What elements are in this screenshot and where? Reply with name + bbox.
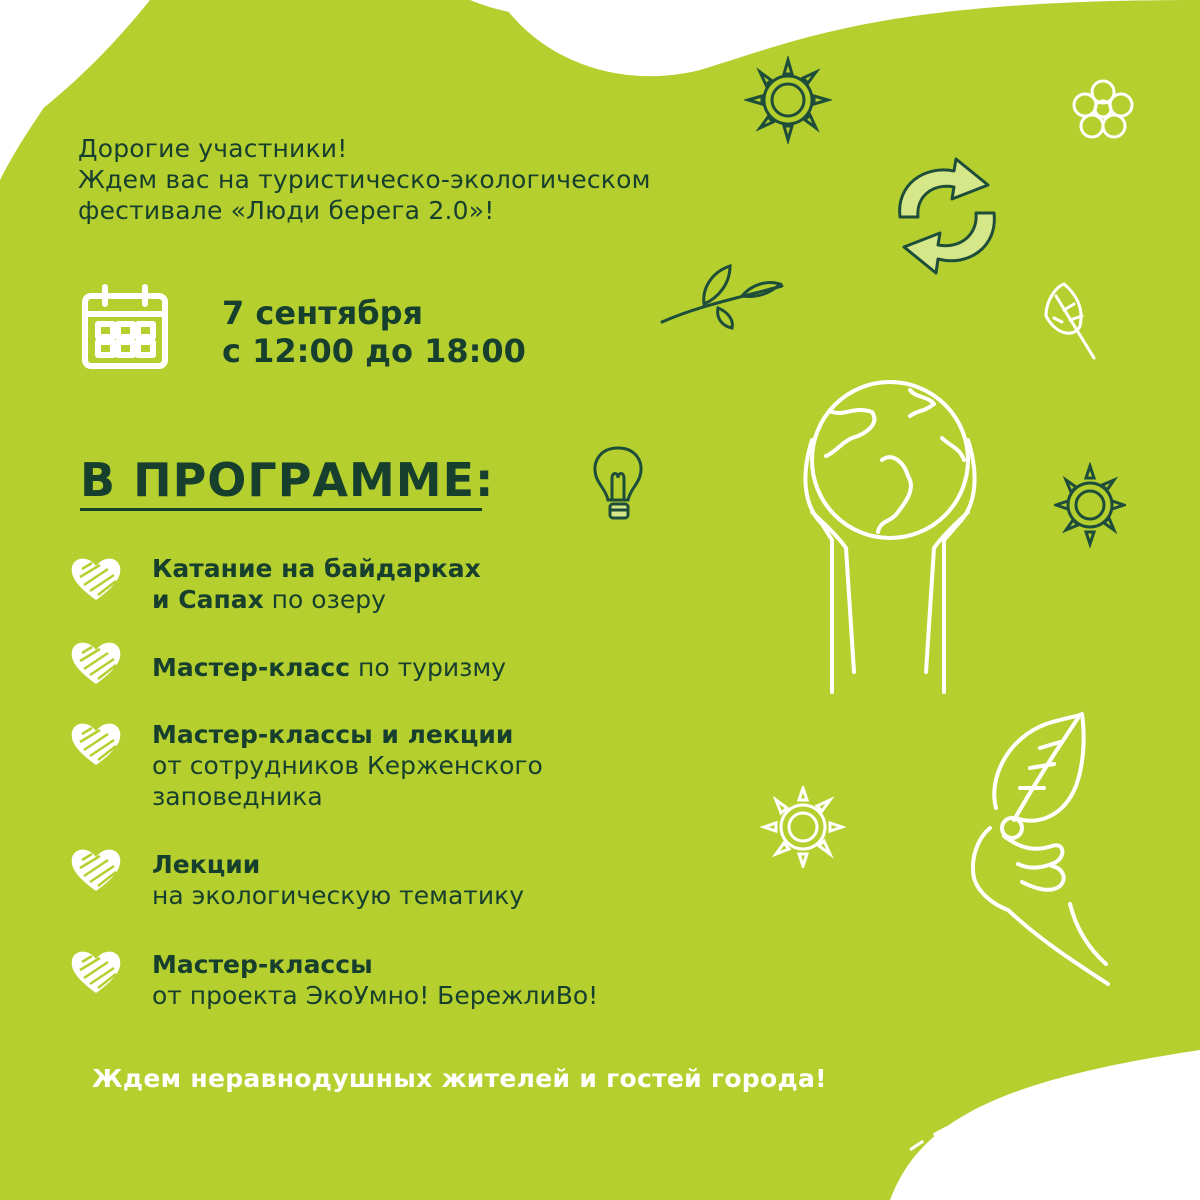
sun-icon	[1054, 462, 1126, 548]
lightbulb-icon	[588, 442, 648, 526]
program-item-3-title: Мастер-классы и лекции	[152, 720, 514, 749]
globe-in-hands-icon	[792, 372, 984, 702]
program-item-2-desc: по туризму	[350, 653, 507, 682]
program-title: В ПРОГРАММЕ:	[80, 453, 495, 507]
program-item-2-title: Мастер-класс	[152, 653, 351, 682]
program-item-1	[152, 553, 481, 615]
recycle-icon	[888, 155, 1006, 277]
program-item-1-title-2: и Сапах	[152, 585, 264, 614]
hand-with-leaf-icon	[968, 708, 1118, 992]
event-date: 7 сентября	[222, 294, 424, 332]
heart-icon	[68, 553, 124, 603]
program-item-4	[152, 849, 524, 911]
program-item-5-title: Мастер-классы	[152, 950, 373, 979]
event-time: с 12:00 до 18:00	[222, 332, 526, 370]
heart-icon	[68, 718, 124, 768]
program-item-5-line-2: от проекта ЭкоУмно! БережлиВо!	[152, 981, 599, 1010]
program-item-1-title: Катание на байдарках	[152, 554, 481, 583]
intro-text	[78, 133, 651, 226]
leaf-branch-icon	[658, 262, 786, 334]
intro-line-3: фестивале «Люди берега 2.0»!	[78, 196, 495, 225]
program-item-4-line-2: на экологическую тематику	[152, 881, 524, 910]
program-item-3-line-2: от сотрудников Керженского	[152, 751, 543, 780]
leaf-icon	[1038, 282, 1100, 362]
program-item-3	[152, 719, 543, 812]
heart-icon	[68, 844, 124, 894]
program-item-1-desc: по озеру	[263, 585, 386, 614]
program-title-underline	[80, 508, 482, 511]
program-item-5	[152, 949, 598, 1011]
program-item-3-line-3: заповедника	[152, 782, 323, 811]
sun-icon	[744, 56, 832, 144]
event-datetime	[222, 294, 526, 370]
heart-icon	[68, 637, 124, 687]
calendar-icon	[80, 284, 170, 370]
intro-line-2: Ждем вас на туристическо-экологическом	[78, 165, 651, 194]
footer-text: Ждем неравнодушных жителей и гостей города!	[92, 1064, 827, 1093]
program-item-4-title: Лекции	[152, 850, 261, 879]
intro-line-1: Дорогие участники!	[78, 134, 348, 163]
program-item-2	[152, 652, 506, 683]
sun-icon	[760, 786, 846, 868]
heart-icon	[68, 946, 124, 996]
flower-icon	[1070, 78, 1136, 140]
